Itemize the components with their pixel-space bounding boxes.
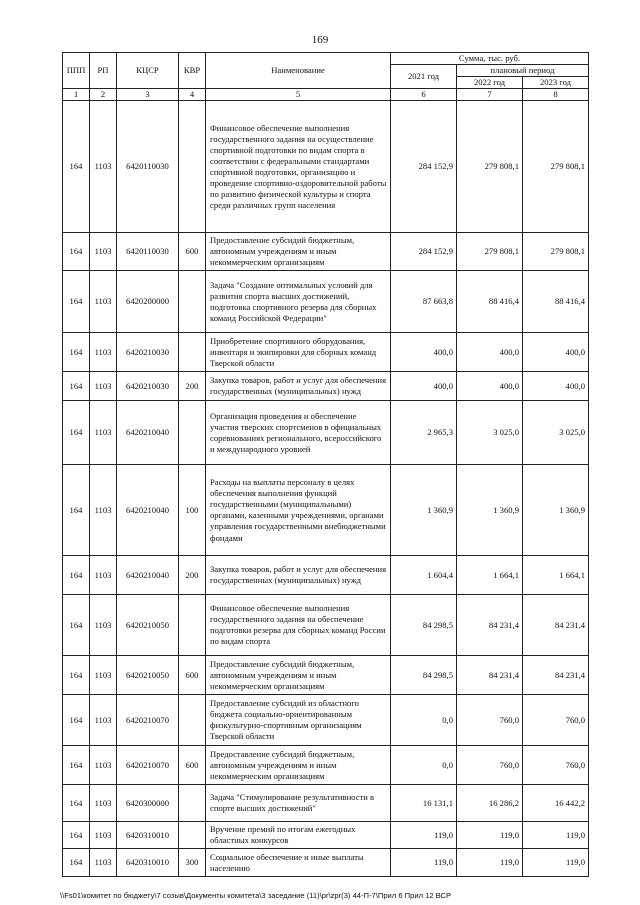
table-row [63,822,589,849]
cell-2023: 400,0 [523,333,589,372]
page-number: 169 [311,34,329,46]
cell-2023: 1 360,9 [523,465,589,556]
cell-rp: 1103 [90,101,117,233]
cell-2021: 400,0 [391,372,457,401]
cell-name: Вручение премий по итогам ежегодных областных конкурсов [206,822,391,849]
cell-rp: 1103 [90,595,117,656]
cell-ppp: 164 [63,465,90,556]
cell-2022: 400,0 [457,372,523,401]
column-number: 8 [523,89,589,101]
cell-2023: 760,0 [523,746,589,785]
cell-2021: 87 663,8 [391,271,457,333]
cell-2022: 119,0 [457,822,523,849]
cell-2022: 760,0 [457,746,523,785]
cell-2021: 0,0 [391,746,457,785]
table-row [63,746,589,785]
table-row [63,101,589,233]
cell-ppp: 164 [63,595,90,656]
cell-2023: 400,0 [523,372,589,401]
cell-2023: 119,0 [523,849,589,877]
cell-kvr [179,401,206,465]
cell-kcsr: 6420200000 [117,271,179,333]
cell-ppp: 164 [63,271,90,333]
cell-rp: 1103 [90,333,117,372]
cell-2021: 0,0 [391,695,457,746]
cell-rp: 1103 [90,849,117,877]
cell-kvr: 200 [179,556,206,595]
cell-rp: 1103 [90,372,117,401]
cell-name: Закупка товаров, работ и услуг для обеспечения государственных (муниципальных) нужд [206,556,391,595]
cell-2021: 1 360,9 [391,465,457,556]
col-header-name: Наименование [206,53,391,89]
table-row [63,695,589,746]
cell-2022: 84 231,4 [457,595,523,656]
cell-rp: 1103 [90,656,117,695]
cell-name: Социальное обеспечение и иные выплаты населению [206,849,391,877]
cell-ppp: 164 [63,101,90,233]
cell-2021: 84 298,5 [391,656,457,695]
cell-2023: 84 231,4 [523,595,589,656]
cell-2021: 119,0 [391,849,457,877]
cell-kvr [179,101,206,233]
cell-name: Задача "Стимулирование результативности в спорте высших достижений" [206,785,391,822]
column-number: 4 [179,89,206,101]
table-row [63,233,589,271]
cell-ppp: 164 [63,333,90,372]
cell-kvr: 300 [179,849,206,877]
column-number: 7 [457,89,523,101]
cell-ppp: 164 [63,849,90,877]
cell-kvr [179,695,206,746]
cell-2023: 279 808,1 [523,101,589,233]
col-header-rp: РП [90,53,117,89]
table-row [63,785,589,822]
cell-kvr [179,822,206,849]
cell-kcsr: 6420210050 [117,656,179,695]
cell-name: Предоставление субсидий бюджетным, автономным учреждениям и иным некоммерческим организациям [206,746,391,785]
cell-2023: 279 808,1 [523,233,589,271]
col-header-plan-period: плановый период [457,65,589,77]
cell-2023: 119,0 [523,822,589,849]
cell-name: Приобретение спортивного оборудования, инвентаря и экипировки для сборных команд Тверской области [206,333,391,372]
table-row [63,401,589,465]
cell-kcsr: 6420210070 [117,746,179,785]
column-number: 6 [391,89,457,101]
cell-name: Предоставление субсидий из областного бюджета социально-ориентированным физкультурно-спортивным организациям Тверской области [206,695,391,746]
table-row [63,333,589,372]
col-header-2022: 2022 год [457,77,523,89]
cell-rp: 1103 [90,695,117,746]
col-header-2023: 2023 год [523,77,589,89]
cell-ppp: 164 [63,372,90,401]
cell-2022: 16 286,2 [457,785,523,822]
cell-2022: 1 664,1 [457,556,523,595]
cell-2023: 1 664,1 [523,556,589,595]
column-numbers-row [63,89,589,101]
column-number: 3 [117,89,179,101]
cell-kcsr: 6420210050 [117,595,179,656]
cell-ppp: 164 [63,746,90,785]
cell-rp: 1103 [90,465,117,556]
cell-ppp: 164 [63,233,90,271]
cell-2022: 279 808,1 [457,101,523,233]
cell-2022: 279 808,1 [457,233,523,271]
cell-2021: 1 604,4 [391,556,457,595]
column-number: 1 [63,89,90,101]
col-header-sum: Сумма, тыс. руб. [391,53,589,65]
cell-2023: 760,0 [523,695,589,746]
cell-kvr [179,785,206,822]
budget-table [62,52,589,877]
cell-rp: 1103 [90,556,117,595]
col-header-2021: 2021 год [391,65,457,89]
cell-rp: 1103 [90,822,117,849]
cell-rp: 1103 [90,271,117,333]
cell-kvr [179,271,206,333]
cell-kcsr: 6420210040 [117,401,179,465]
cell-kcsr: 6420110030 [117,101,179,233]
cell-kvr [179,595,206,656]
cell-2021: 16 131,1 [391,785,457,822]
cell-ppp: 164 [63,822,90,849]
cell-name: Предоставление субсидий бюджетным, автономным учреждениям и иным некоммерческим организациям [206,233,391,271]
cell-2021: 119,0 [391,822,457,849]
table-row [63,556,589,595]
cell-rp: 1103 [90,401,117,465]
cell-2022: 400,0 [457,333,523,372]
table-row [63,849,589,877]
table-row [63,465,589,556]
cell-kvr: 600 [179,656,206,695]
cell-ppp: 164 [63,785,90,822]
cell-kcsr: 6420310010 [117,822,179,849]
cell-kcsr: 6420210030 [117,333,179,372]
cell-2021: 400,0 [391,333,457,372]
cell-2022: 1 360,9 [457,465,523,556]
cell-name: Задача "Создание оптимальных условий для развития спорта высших достижений, подготовка спортивного резерва для сборных команд Российской Федерации" [206,271,391,333]
col-header-kcsr: КЦСР [117,53,179,89]
cell-2022: 760,0 [457,695,523,746]
cell-name: Закупка товаров, работ и услуг для обеспечения государственных (муниципальных) нужд [206,372,391,401]
cell-2021: 2 965,3 [391,401,457,465]
cell-ppp: 164 [63,695,90,746]
cell-kcsr: 6420110030 [117,233,179,271]
cell-kcsr: 6420310010 [117,849,179,877]
cell-2023: 88 416,4 [523,271,589,333]
cell-kcsr: 6420210030 [117,372,179,401]
column-number: 2 [90,89,117,101]
cell-kvr: 200 [179,372,206,401]
cell-2022: 84 231,4 [457,656,523,695]
cell-kcsr: 6420210040 [117,556,179,595]
cell-ppp: 164 [63,556,90,595]
footer-file-path: \\Fs01\комитет по бюджету\7 созыв\Документы комитета\3 заседание (11)\pr\zpr(3) 44-П-7\Прил 6 Прил 12 ВСР [60,891,452,900]
cell-name: Предоставление субсидий бюджетным, автономным учреждениям и иным некоммерческим организациям [206,656,391,695]
cell-kcsr: 6420300000 [117,785,179,822]
cell-2023: 3 025,0 [523,401,589,465]
cell-kvr [179,333,206,372]
cell-name: Финансовое обеспечение выполнения государственного задания на осуществление спортивной подготовки по видам спорта в соответствии с федеральными стандартами спортивной подготовки, организацию и проведение спортивно-оздоровительной работы по развитию физической культуры и спорта среди различных групп населения [206,101,391,233]
cell-kcsr: 6420210040 [117,465,179,556]
cell-ppp: 164 [63,656,90,695]
cell-2021: 284 152,9 [391,233,457,271]
cell-2023: 16 442,2 [523,785,589,822]
cell-kcsr: 6420210070 [117,695,179,746]
cell-rp: 1103 [90,785,117,822]
table-row [63,271,589,333]
cell-2023: 84 231,4 [523,656,589,695]
cell-kvr: 100 [179,465,206,556]
col-header-kvr: КВР [179,53,206,89]
table-row [63,595,589,656]
col-header-ppp: ППП [63,53,90,89]
cell-2022: 119,0 [457,849,523,877]
cell-2022: 88 416,4 [457,271,523,333]
cell-name: Финансовое обеспечение выполнения государственного задания на обеспечение подготовки резерва для сборных команд России по видам спорта [206,595,391,656]
table-row [63,372,589,401]
cell-rp: 1103 [90,233,117,271]
cell-name: Организация проведения и обеспечение участия тверских спортсменов в официальных соревнованиях регионального, всероссийского и международного уровней [206,401,391,465]
cell-kvr: 600 [179,233,206,271]
cell-kvr: 600 [179,746,206,785]
cell-2021: 84 298,5 [391,595,457,656]
cell-name: Расходы на выплаты персоналу в целях обеспечения выполнения функций государственными (муниципальными) органами, казенными учреждениями, органами управления государственными внебюджетными фондами [206,465,391,556]
cell-2022: 3 025,0 [457,401,523,465]
column-number: 5 [206,89,391,101]
cell-2021: 284 152,9 [391,101,457,233]
cell-rp: 1103 [90,746,117,785]
table-row [63,656,589,695]
cell-ppp: 164 [63,401,90,465]
